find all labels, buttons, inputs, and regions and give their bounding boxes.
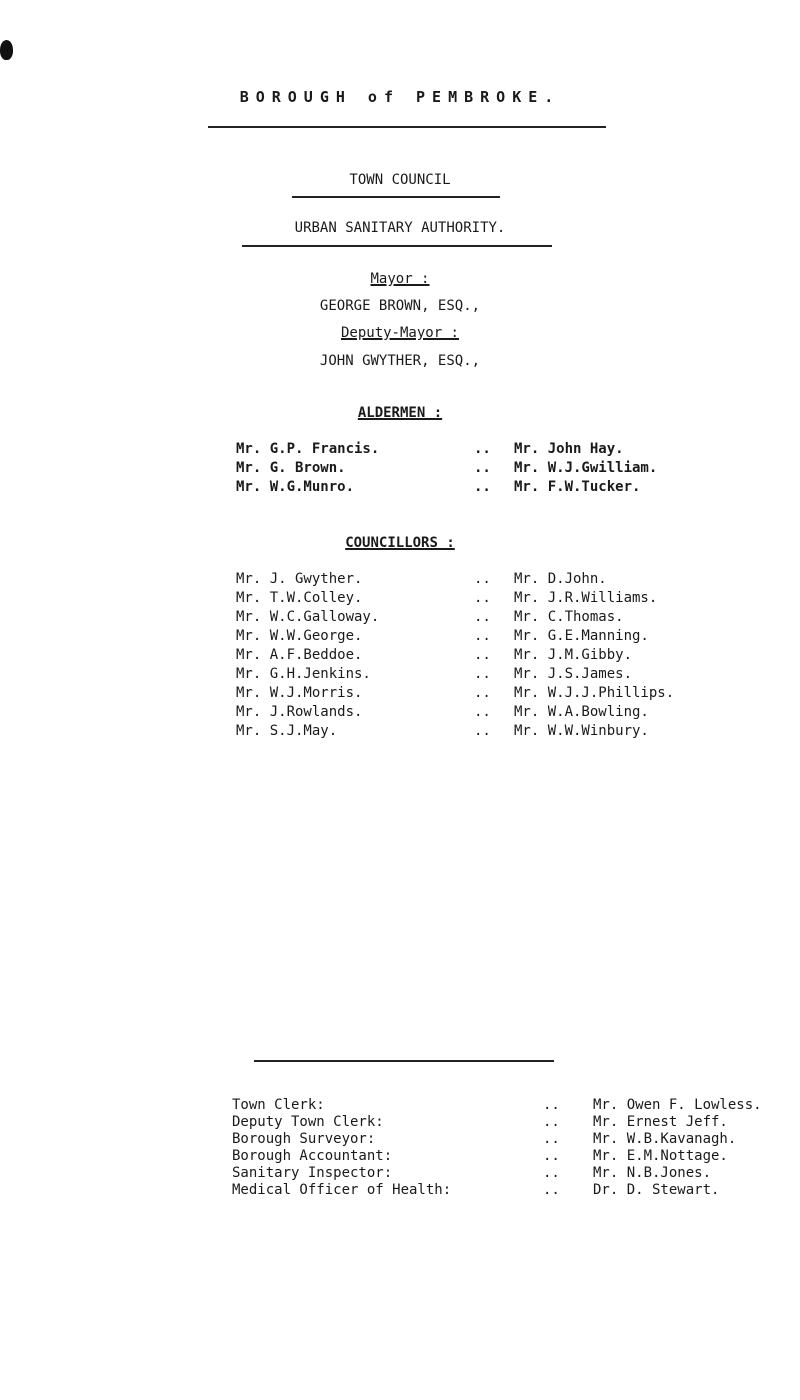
councillor-left: Mr. W.W.George.	[236, 628, 363, 644]
officer-row	[232, 1131, 762, 1148]
officer-title: Town Clerk:	[232, 1097, 325, 1113]
officer-title: Sanitary Inspector:	[232, 1165, 393, 1181]
aldermen-list	[236, 440, 657, 497]
alderman-row	[236, 440, 657, 459]
authority-rule	[242, 245, 552, 247]
officer-name: Mr. Ernest Jeff.	[593, 1114, 728, 1130]
officers-rule	[254, 1060, 554, 1062]
document-title: BOROUGH of PEMBROKE.	[239, 88, 561, 106]
councillor-right: Mr. C.Thomas.	[514, 609, 624, 625]
officer-row	[232, 1097, 762, 1114]
officer-title: Borough Surveyor:	[232, 1131, 376, 1147]
councillor-separator: ..	[474, 704, 491, 720]
alderman-row	[236, 478, 657, 497]
alderman-right: Mr. F.W.Tucker.	[514, 479, 641, 495]
councillor-left: Mr. J.Rowlands.	[236, 704, 363, 720]
margin-dot	[0, 40, 13, 60]
authority-heading: URBAN SANITARY AUTHORITY.	[294, 220, 506, 236]
councillor-left: Mr. G.H.Jenkins.	[236, 666, 371, 682]
council-rule	[292, 196, 500, 198]
councillor-separator: ..	[474, 685, 491, 701]
councillor-separator: ..	[474, 723, 491, 739]
councillor-row	[236, 722, 674, 741]
alderman-left: Mr. G.P. Francis.	[236, 441, 380, 457]
councillor-right: Mr. G.E.Manning.	[514, 628, 649, 644]
officer-row	[232, 1182, 762, 1199]
alderman-left: Mr. G. Brown.	[236, 460, 346, 476]
officer-name: Mr. W.B.Kavanagh.	[593, 1131, 737, 1147]
councillor-row	[236, 627, 674, 646]
councillor-row	[236, 608, 674, 627]
councillor-left: Mr. S.J.May.	[236, 723, 338, 739]
councillor-separator: ..	[474, 590, 491, 606]
councillor-left: Mr. A.F.Beddoe.	[236, 647, 363, 663]
officer-name: Dr. D. Stewart.	[593, 1182, 720, 1198]
councillor-row	[236, 589, 674, 608]
councillor-row	[236, 646, 674, 665]
officer-separator: ..	[543, 1148, 560, 1164]
councillor-separator: ..	[474, 609, 491, 625]
councillors-list	[236, 570, 674, 741]
mayor-name: GEORGE BROWN, ESQ.,	[319, 298, 481, 314]
officer-row	[232, 1114, 762, 1131]
officer-separator: ..	[543, 1097, 560, 1113]
councillor-row	[236, 570, 674, 589]
councillor-right: Mr. J.M.Gibby.	[514, 647, 633, 663]
councillor-right: Mr. J.R.Williams.	[514, 590, 658, 606]
officer-title: Borough Accountant:	[232, 1148, 393, 1164]
deputy-mayor-label: Deputy-Mayor :	[340, 325, 459, 341]
mayor-label: Mayor :	[370, 271, 430, 287]
officer-separator: ..	[543, 1114, 560, 1130]
councillor-row	[236, 684, 674, 703]
officer-row	[232, 1165, 762, 1182]
councillor-row	[236, 703, 674, 722]
alderman-left: Mr. W.G.Munro.	[236, 479, 355, 495]
councillor-separator: ..	[474, 647, 491, 663]
officer-name: Mr. N.B.Jones.	[593, 1165, 712, 1181]
officer-name: Mr. Owen F. Lowless.	[593, 1097, 762, 1113]
officers-list	[232, 1097, 762, 1199]
councillor-right: Mr. W.J.J.Phillips.	[514, 685, 675, 701]
councillor-separator: ..	[474, 571, 491, 587]
councillors-heading: COUNCILLORS :	[345, 535, 455, 551]
alderman-row	[236, 459, 657, 478]
alderman-separator: ..	[474, 460, 491, 476]
officer-separator: ..	[543, 1182, 560, 1198]
councillor-right: Mr. J.S.James.	[514, 666, 633, 682]
officer-name: Mr. E.M.Nottage.	[593, 1148, 728, 1164]
councillor-left: Mr. W.C.Galloway.	[236, 609, 380, 625]
councillor-right: Mr. D.John.	[514, 571, 607, 587]
councillor-left: Mr. J. Gwyther.	[236, 571, 363, 587]
councillor-separator: ..	[474, 628, 491, 644]
officer-row	[232, 1148, 762, 1165]
officer-title: Deputy Town Clerk:	[232, 1114, 384, 1130]
officer-separator: ..	[543, 1131, 560, 1147]
alderman-right: Mr. W.J.Gwilliam.	[514, 460, 658, 476]
title-rule	[208, 126, 606, 128]
councillor-right: Mr. W.A.Bowling.	[514, 704, 649, 720]
alderman-separator: ..	[474, 479, 491, 495]
councillor-right: Mr. W.W.Winbury.	[514, 723, 649, 739]
councillor-separator: ..	[474, 666, 491, 682]
alderman-right: Mr. John Hay.	[514, 441, 624, 457]
councillor-left: Mr. T.W.Colley.	[236, 590, 363, 606]
council-heading: TOWN COUNCIL	[349, 172, 451, 188]
councillor-left: Mr. W.J.Morris.	[236, 685, 363, 701]
deputy-mayor-name: JOHN GWYTHER, ESQ.,	[319, 353, 481, 369]
alderman-separator: ..	[474, 441, 491, 457]
aldermen-heading: ALDERMEN :	[357, 405, 443, 421]
officer-title: Medical Officer of Health:	[232, 1182, 452, 1198]
officer-separator: ..	[543, 1165, 560, 1181]
councillor-row	[236, 665, 674, 684]
